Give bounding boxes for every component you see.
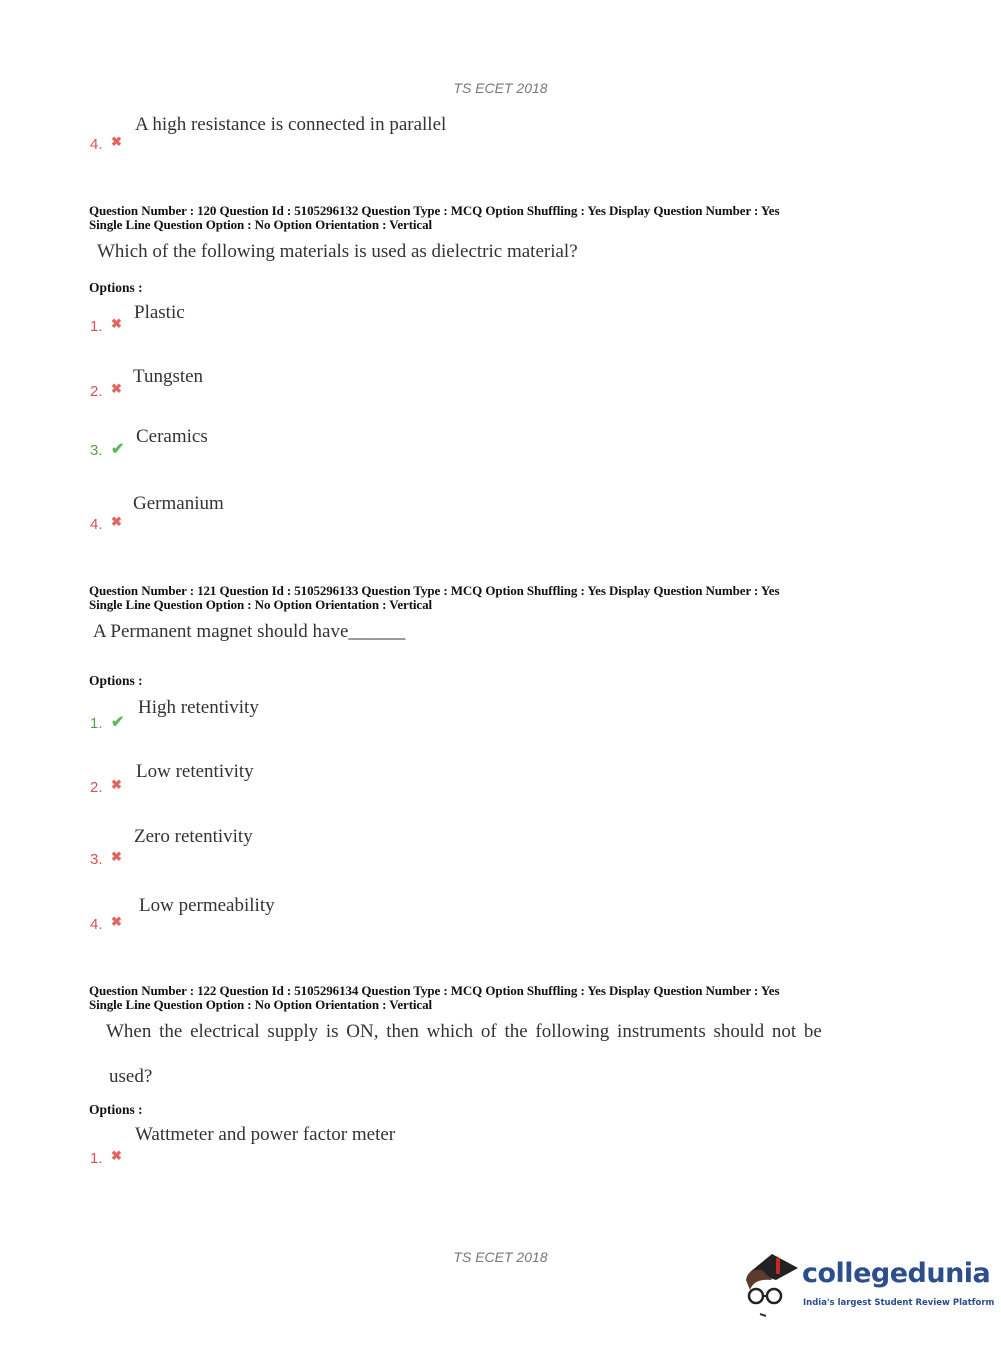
option-number: 1. (90, 1150, 103, 1167)
cross-icon: ✖ (111, 514, 122, 529)
check-icon: ✔ (111, 441, 125, 458)
option-text: Plastic (134, 302, 185, 323)
option-number: 3. (90, 442, 103, 459)
option-text: Germanium (133, 493, 224, 514)
cross-icon: ✖ (111, 1148, 122, 1163)
cross-icon: ✖ (111, 849, 122, 864)
option-text: Tungsten (133, 366, 204, 387)
option-text: Ceramics (136, 426, 208, 447)
option-number: 1. (90, 318, 103, 335)
options-label: Options : (89, 1102, 143, 1117)
option-number: 1. (90, 715, 103, 732)
question-meta: Question Number : 122 Question Id : 5105296134 Question Type : MCQ Option Shuffling : Yes Display Question Number : Yes Single Line Question Option : No Option Orientation : Vertical (89, 983, 780, 1012)
collegedunia-logo (742, 1250, 995, 1320)
option-number: 4. (90, 916, 103, 933)
brand-tagline: India's largest Student Review Platform (803, 1298, 995, 1308)
cross-icon: ✖ (111, 134, 122, 149)
question-text-continued: used? (109, 1066, 153, 1087)
question-text: A Permanent magnet should have______ (93, 621, 406, 642)
option-text: Low permeability (139, 895, 275, 916)
option-number: 2. (90, 779, 103, 796)
option-text: A high resistance is connected in parallel (135, 114, 447, 135)
options-label: Options : (89, 673, 143, 688)
option-number: 4. (90, 516, 103, 533)
cross-icon: ✖ (111, 316, 122, 331)
question-meta: Question Number : 121 Question Id : 5105296133 Question Type : MCQ Option Shuffling : Yes Display Question Number : Yes Single Line Question Option : No Option Orientation : Vertical (89, 583, 780, 612)
cross-icon: ✖ (111, 777, 122, 792)
option-number: 4. (90, 136, 103, 153)
option-number: 3. (90, 851, 103, 868)
page-footer: TS ECET 2018 (453, 1249, 548, 1265)
question-text: When the electrical supply is ON, then which of the following instruments should not be (106, 1021, 822, 1042)
option-text: Zero retentivity (134, 826, 253, 847)
check-icon: ✔ (111, 714, 125, 731)
option-text: Wattmeter and power factor meter (135, 1124, 396, 1145)
question-meta: Question Number : 120 Question Id : 5105296132 Question Type : MCQ Option Shuffling : Yes Display Question Number : Yes Single Line Question Option : No Option Orientation : Vertical (89, 203, 780, 232)
brand-name: collegedunia (802, 1258, 991, 1289)
page-header: TS ECET 2018 (453, 80, 548, 96)
question-text: Which of the following materials is used as dielectric material? (97, 241, 578, 262)
cross-icon: ✖ (111, 381, 122, 396)
option-number: 2. (90, 383, 103, 400)
option-text: Low retentivity (136, 761, 254, 782)
cross-icon: ✖ (111, 914, 122, 929)
option-text: High retentivity (138, 697, 259, 718)
mascot-icon (742, 1250, 802, 1320)
options-label: Options : (89, 280, 143, 295)
